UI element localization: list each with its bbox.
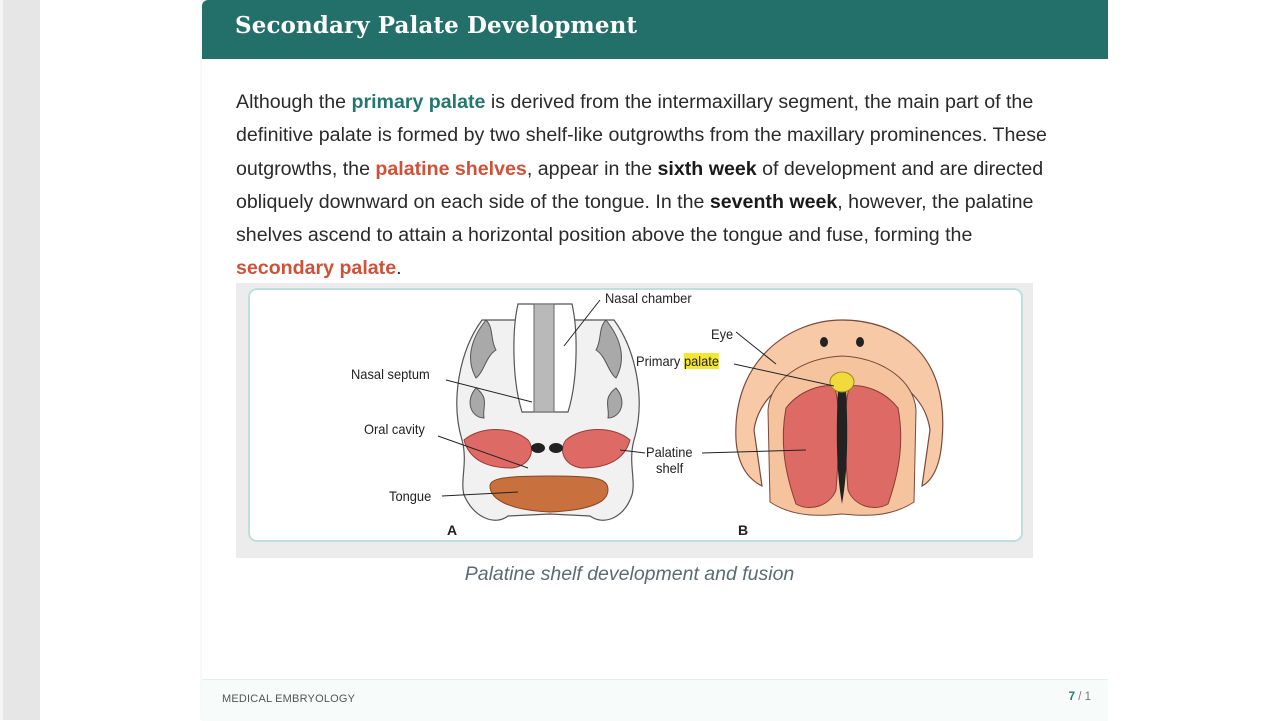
figure <box>236 283 1033 558</box>
label-oral-cavity: Oral cavity <box>364 421 425 437</box>
label-shelf: shelf <box>656 460 684 476</box>
term-seventh-week: seventh week <box>709 190 838 213</box>
slide-header <box>202 0 1108 59</box>
page-total: 1 <box>1084 691 1091 703</box>
label-palatine: Palatine <box>646 444 693 460</box>
panel-b-drawing <box>620 320 943 515</box>
palate-illustration <box>250 290 1021 540</box>
label-palate-highlight: palate <box>683 353 720 369</box>
figure-caption: Palatine shelf development and fusion <box>464 563 795 585</box>
page-separator: / <box>1075 691 1085 703</box>
paragraph-text: of development and are directed obliquely downward on each side of the tongue. In the <box>236 157 1044 213</box>
label-primary: Primary <box>636 353 681 369</box>
term-palatine-shelves: palatine shelves <box>375 157 527 180</box>
label-nasal-septum: Nasal septum <box>351 366 430 382</box>
label-nasal-chamber: Nasal chamber <box>605 290 692 306</box>
label-panel-b: B <box>738 522 749 538</box>
term-primary-palate: primary palate <box>351 91 486 113</box>
label-primary-palate <box>636 353 719 369</box>
paragraph-text: , however, the palatine shelves ascend to attain a horizontal position above the tongue and fuse, forming the <box>236 190 1034 247</box>
slide-footer <box>202 679 1108 721</box>
panel-a-drawing <box>438 300 639 520</box>
figure-frame <box>248 288 1023 542</box>
slide-title: Secondary Palate Development <box>235 12 638 39</box>
label-eye: Eye <box>711 326 734 342</box>
slide <box>202 0 1108 720</box>
paragraph-text: . <box>396 257 402 280</box>
body-paragraph <box>236 86 1056 286</box>
footer-course: MEDICAL EMBRYOLOGY <box>222 693 356 705</box>
page-indicator <box>1069 691 1091 703</box>
page-current: 7 <box>1068 691 1075 703</box>
paragraph-text: Although the <box>236 91 352 113</box>
term-secondary-palate: secondary palate <box>236 257 397 280</box>
paragraph-text: , appear in the <box>526 157 658 180</box>
paragraph-text: is derived from the intermaxillary segment, the main part of the definitive palate is formed by two shelf-like outgrowths from the maxillary prominences. These outgrowths, the <box>236 91 1047 180</box>
left-gutter <box>0 0 40 720</box>
term-sixth-week: sixth week <box>657 157 757 180</box>
label-panel-a: A <box>447 522 458 538</box>
left-gutter-edge <box>0 0 3 720</box>
label-tongue: Tongue <box>389 488 432 504</box>
